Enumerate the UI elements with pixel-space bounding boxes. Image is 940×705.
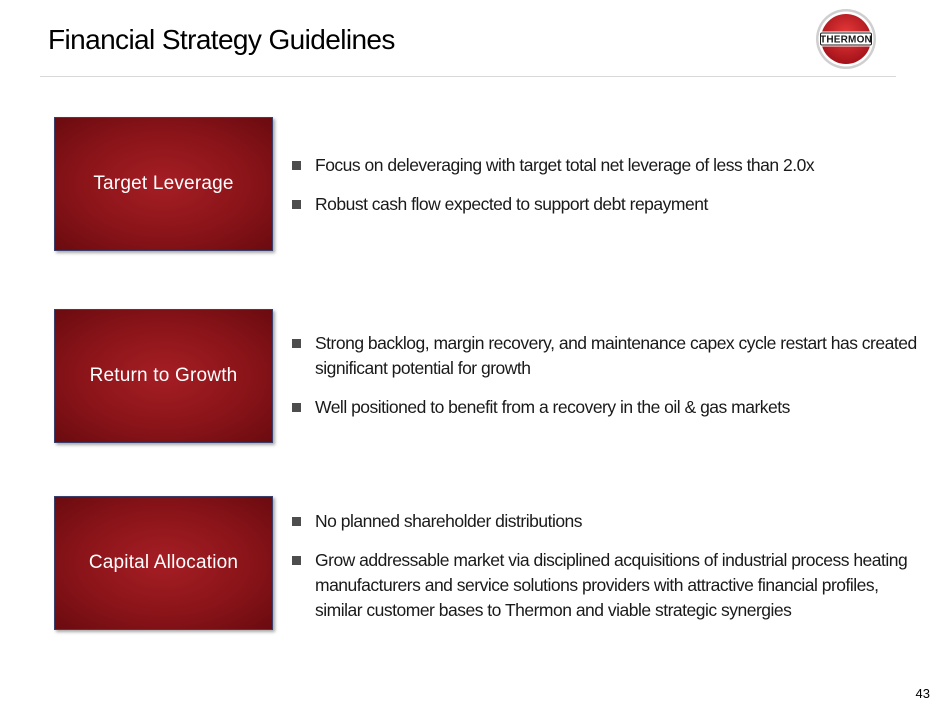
section-box-return-to-growth: [54, 309, 273, 443]
square-bullet-icon: [292, 200, 301, 209]
section-box-capital-allocation: [54, 496, 273, 630]
list-item: Well positioned to benefit from a recovery in the oil & gas markets: [290, 395, 920, 420]
bullet-list-capital-allocation: [290, 509, 920, 637]
square-bullet-icon: [292, 517, 301, 526]
list-item: Strong backlog, margin recovery, and maintenance capex cycle restart has created significant potential for growth: [290, 331, 920, 381]
square-bullet-icon: [292, 556, 301, 565]
bullet-list-target-leverage: [290, 153, 920, 231]
square-bullet-icon: [292, 403, 301, 412]
section-box-target-leverage: [54, 117, 273, 251]
section-label: Return to Growth: [89, 365, 238, 386]
thermon-logo-icon: [815, 8, 877, 70]
list-item: Robust cash flow expected to support debt repayment: [290, 192, 920, 217]
page-number: 43: [915, 686, 930, 701]
section-label: Capital Allocation: [88, 552, 239, 573]
square-bullet-icon: [292, 161, 301, 170]
section-label: Target Leverage: [93, 173, 234, 194]
logo-text: THERMON: [820, 34, 872, 46]
page-title: Financial Strategy Guidelines: [48, 24, 395, 55]
list-item: Grow addressable market via disciplined acquisitions of industrial process heating manufacturers and service solutions providers with attractive financial profiles, similar customer bases to Thermon and viable strategic synergies: [290, 548, 920, 623]
bullet-list-return-to-growth: [290, 331, 920, 434]
title-divider: [40, 76, 896, 77]
list-item: Focus on deleveraging with target total net leverage of less than 2.0x: [290, 153, 920, 178]
square-bullet-icon: [292, 339, 301, 348]
list-item: No planned shareholder distributions: [290, 509, 920, 534]
